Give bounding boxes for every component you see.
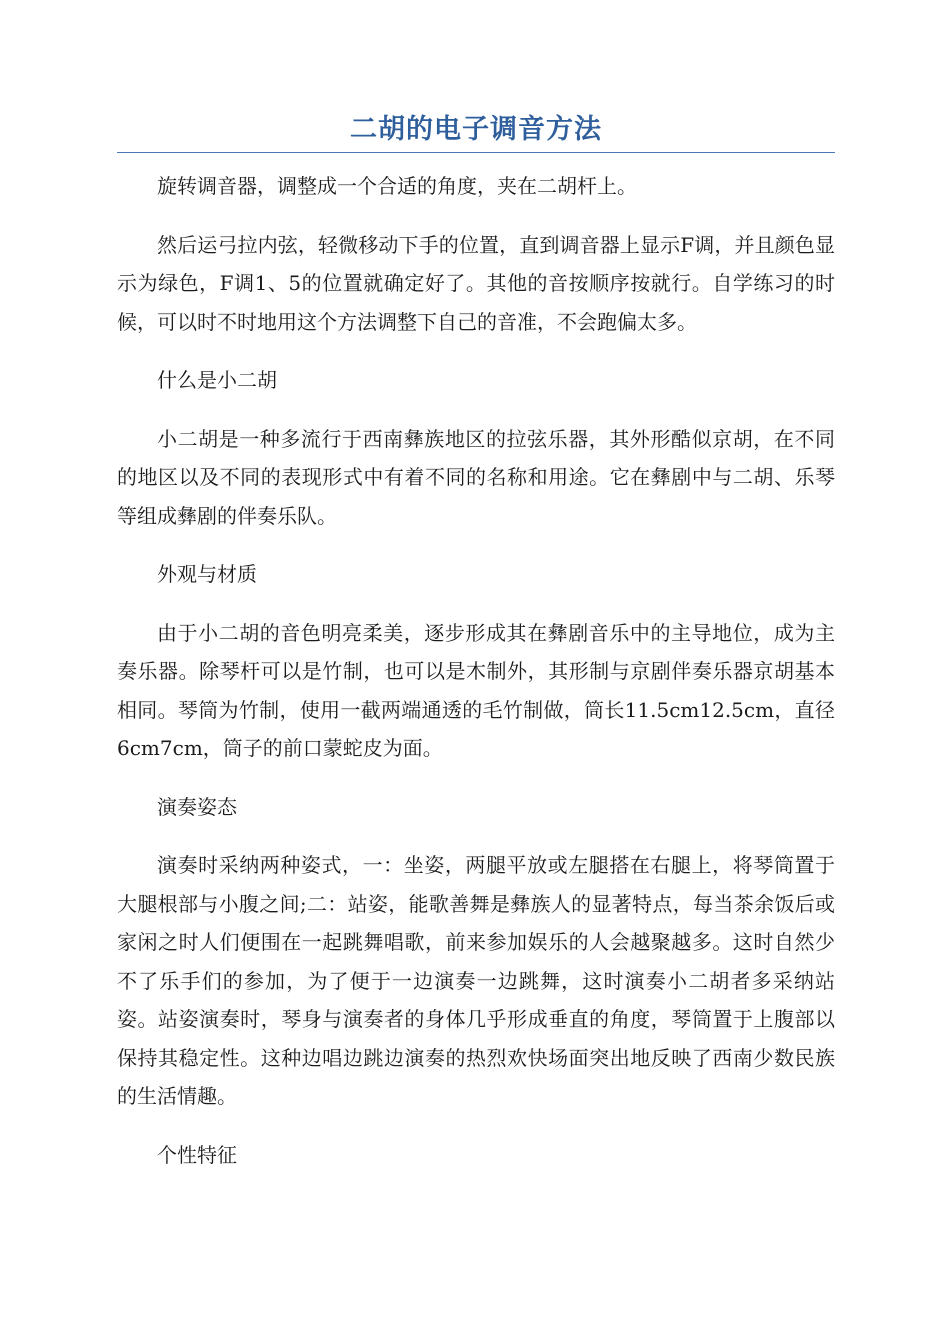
title-underline (117, 152, 835, 153)
section-heading-appearance: 外观与材质 (157, 562, 257, 586)
paragraph-appearance: 由于小二胡的音色明亮柔美，逐步形成其在彝剧音乐中的主导地位，成为主奏乐器。除琴杆可以是竹制，也可以是木制外，其形制与京剧伴奏乐器京胡基本相同。琴筒为竹制，使用一截两端通透的毛竹制做，筒长11.5cm12.5cm，直径6cm7cm，筒子的前口蒙蛇皮为面。 (117, 620, 835, 760)
paragraph-tuning-steps: 然后运弓拉内弦，轻微移动下手的位置，直到调音器上显示F调，并且颜色显示为绿色，F调1、5的位置就确定好了。其他的音按顺序按就行。自学练习的时候，可以时不时地用这个方法调整下自己的音准，不会跑偏太多。 (117, 232, 835, 334)
paragraph-posture: 演奏时采纳两种姿式，一：坐姿，两腿平放或左腿搭在右腿上，将琴筒置于大腿根部与小腹之间;二：站姿，能歌善舞是彝族人的显著特点，每当茶余饭后或家闲之时人们便围在一起跳舞唱歌，前来参加娱乐的人会越聚越多。这时自然少不了乐手们的参加，为了便于一边演奏一边跳舞，这时演奏小二胡者多采纳站姿。站姿演奏时，琴身与演奏者的身体几乎形成垂直的角度，琴筒置于上腹部以保持其稳定性。这种边唱边跳边演奏的热烈欢快场面突出地反映了西南少数民族的生活情趣。 (117, 853, 835, 1108)
document-title: 二胡的电子调音方法 (350, 114, 602, 145)
section-heading-posture: 演奏姿态 (157, 794, 237, 819)
section-heading-characteristics: 个性特征 (157, 1142, 237, 1167)
document-page (117, 110, 835, 1194)
paragraph-what-is: 小二胡是一种多流行于西南彝族地区的拉弦乐器，其外形酷似京胡，在不同的地区以及不同的表现形式中有着不同的名称和用途。它在彝剧中与二胡、乐琴等组成彝剧的伴奏乐队。 (117, 426, 835, 528)
paragraph-tuner-setup: 旋转调音器，调整成一个合适的角度，夹在二胡杆上。 (157, 174, 637, 198)
section-heading-what-is: 什么是小二胡 (157, 368, 277, 392)
